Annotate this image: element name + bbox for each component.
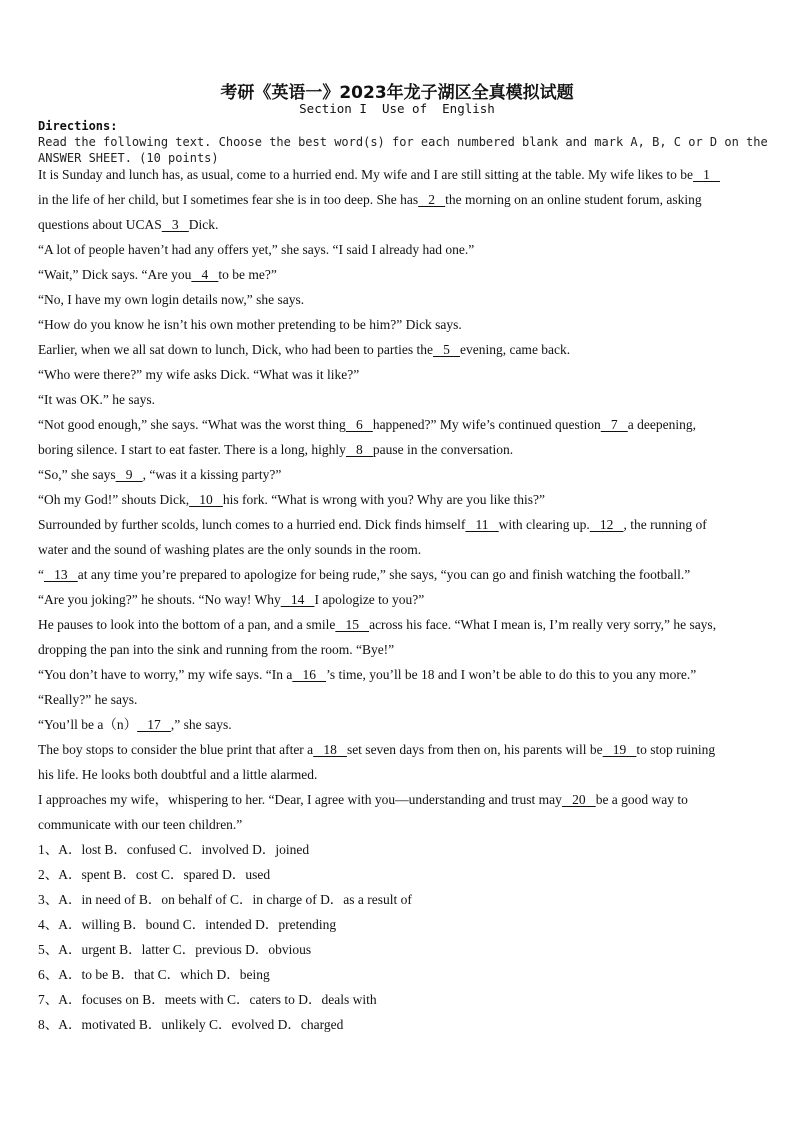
passage-line: [38, 712, 768, 737]
numbered-blank: 12: [589, 517, 624, 532]
passage-line: [38, 737, 768, 762]
numbered-blank: 6: [345, 417, 373, 432]
directions-text-line-2: ANSWER SHEET. (10 points): [38, 151, 219, 165]
passage-text: the morning on an online student forum, asking: [445, 192, 702, 207]
passage-text: with clearing up.: [498, 517, 590, 532]
passage-text: to stop ruining: [636, 742, 716, 757]
passage-text: questions about UCAS: [38, 217, 162, 232]
option-row: 4、A．willing B．bound C．intended D．pretending: [38, 917, 337, 932]
answer-options: [38, 837, 768, 1037]
passage-text: dropping the pan into the sink and running from the room. “Bye!”: [38, 642, 395, 657]
passage-text: Surrounded by further scolds, lunch comes to a hurried end. Dick finds himself: [38, 517, 466, 532]
passage-text: in the life of her child, but I sometimes fear she is in too deep. She has: [38, 192, 419, 207]
passage-line: [38, 612, 768, 637]
passage-text: a deepening,: [627, 417, 696, 432]
passage-text: “No, I have my own login details now,” she says.: [38, 292, 305, 307]
passage-line: [38, 812, 768, 837]
passage-line: [38, 387, 768, 412]
passage-line: [38, 187, 768, 212]
passage-text: be a good way to: [595, 792, 688, 807]
passage-text: across his face. “What I mean is, I’m really very sorry,” he says,: [369, 617, 717, 632]
numbered-blank: 19: [602, 742, 637, 757]
passage-text: Earlier, when we all sat down to lunch, Dick, who had been to parties the: [38, 342, 433, 357]
passage-text: “It was OK.” he says.: [38, 392, 155, 407]
option-row: 8、A．motivated B．unlikely C．evolved D．charged: [38, 1017, 344, 1032]
option-row: 1、A．lost B．confused C．involved D．joined: [38, 842, 310, 857]
passage-text: The boy stops to consider the blue print that after a: [38, 742, 314, 757]
passage-text: boring silence. I start to eat faster. There is a long, highly: [38, 442, 346, 457]
numbered-blank: 20: [561, 792, 596, 807]
passage-text: to be me?”: [218, 267, 277, 282]
numbered-blank: 16: [292, 667, 327, 682]
passage-text: “: [38, 567, 44, 582]
numbered-blank: 10: [189, 492, 223, 507]
passage-text: , “was it a kissing party?”: [142, 467, 282, 482]
numbered-blank: 18: [313, 742, 347, 757]
passage-text: I apologize to you?”: [314, 592, 425, 607]
passage-line: [38, 412, 768, 437]
passage-text: I approaches my wife，whispering to her. “Dear, I agree with you—understanding and trust may: [38, 792, 562, 807]
option-row: 2、A．spent B．cost C．spared D．used: [38, 867, 271, 882]
passage-text: “Not good enough,” she says. “What was the worst thing: [38, 417, 346, 432]
passage-line: [38, 762, 768, 787]
option-row: 3、A．in need of B．on behalf of C．in charge of D．as a result of: [38, 892, 412, 907]
passage-line: [38, 587, 768, 612]
numbered-blank: 3: [161, 217, 189, 232]
passage-text: Dick.: [188, 217, 219, 232]
passage-text: “How do you know he isn’t his own mother pretending to be him?” Dick says.: [38, 317, 462, 332]
passage-text: It is Sunday and lunch has, as usual, come to a hurried end. My wife and I are still sitting at the table. My wife likes to be: [38, 167, 693, 182]
passage-line: [38, 487, 768, 512]
numbered-blank: 7: [600, 417, 628, 432]
passage-line: [38, 312, 768, 337]
passage-text: “So,” she says: [38, 467, 116, 482]
passage-line: [38, 787, 768, 812]
numbered-blank: 5: [432, 342, 460, 357]
passage-text: at any time you’re prepared to apologize for being rude,” she says, “you can go and finish watching the football.”: [77, 567, 691, 582]
passage-text: He pauses to look into the bottom of a pan, and a smile: [38, 617, 336, 632]
passage-text: his fork. “What is wrong with you? Why are you like this?”: [222, 492, 546, 507]
passage-text: set seven days from then on, his parents will be: [346, 742, 603, 757]
numbered-blank: 8: [345, 442, 373, 457]
passage-text: his life. He looks both doubtful and a little alarmed.: [38, 767, 318, 782]
passage-text: ’s time, you’ll be 18 and I won’t be able to do this to you any more.”: [326, 667, 697, 682]
passage-line: [38, 537, 768, 562]
passage-line: [38, 662, 768, 687]
passage-text: “Wait,” Dick says. “Are you: [38, 267, 192, 282]
passage-line: [38, 562, 768, 587]
option-row: 6、A．to be B．that C．which D．being: [38, 967, 270, 982]
passage-line: [38, 287, 768, 312]
passage-text: happened?” My wife’s continued question: [372, 417, 601, 432]
numbered-blank: 13: [44, 567, 78, 582]
numbered-blank: 17: [137, 717, 171, 732]
numbered-blank: 14: [280, 592, 315, 607]
passage-line: [38, 512, 768, 537]
numbered-blank: 11: [465, 517, 499, 532]
passage: [38, 162, 768, 837]
passage-text: pause in the conversation.: [372, 442, 514, 457]
option-row: 5、A．urgent B．latter C．previous D．obvious: [38, 942, 312, 957]
passage-text: “Oh my God!” shouts Dick,: [38, 492, 190, 507]
passage-text: “Are you joking?” he shouts. “No way! Why: [38, 592, 281, 607]
numbered-blank: 1: [692, 167, 720, 182]
passage-text: “Who were there?” my wife asks Dick. “What was it like?”: [38, 367, 360, 382]
passage-text: ,” she says.: [170, 717, 232, 732]
passage-text: “A lot of people haven’t had any offers yet,” she says. “I said I already had one.”: [38, 242, 475, 257]
passage-line: [38, 637, 768, 662]
directions-heading: Directions:: [38, 119, 118, 133]
option-row: 7、A．focuses on B．meets with C．caters to D．deals with: [38, 992, 377, 1007]
passage-line: [38, 162, 768, 187]
passage-text: “You’ll be a（n）: [38, 717, 138, 732]
passage-text: communicate with our teen children.”: [38, 817, 243, 832]
passage-line: [38, 362, 768, 387]
passage-line: [38, 687, 768, 712]
passage-line: [38, 237, 768, 262]
numbered-blank: 15: [335, 617, 370, 632]
passage-line: [38, 262, 768, 287]
passage-text: “You don’t have to worry,” my wife says. “In a: [38, 667, 293, 682]
passage-and-options: [38, 162, 768, 1037]
section-heading: Section I Use of English: [299, 101, 495, 116]
passage-text: evening, came back.: [459, 342, 571, 357]
numbered-blank: 2: [418, 192, 446, 207]
page-title: 考研《英语一》2023年龙子湖区全真模拟试题: [220, 83, 574, 103]
passage-line: [38, 437, 768, 462]
numbered-blank: 9: [115, 467, 143, 482]
passage-text: water and the sound of washing plates are the only sounds in the room.: [38, 542, 422, 557]
numbered-blank: 4: [191, 267, 219, 282]
directions-text-line-1: Read the following text. Choose the best word(s) for each numbered blank and mark A, B, C or D on the: [38, 135, 768, 149]
passage-line: [38, 462, 768, 487]
passage-line: [38, 212, 768, 237]
passage-text: , the running of: [623, 517, 707, 532]
passage-line: [38, 337, 768, 362]
passage-text: “Really?” he says.: [38, 692, 138, 707]
